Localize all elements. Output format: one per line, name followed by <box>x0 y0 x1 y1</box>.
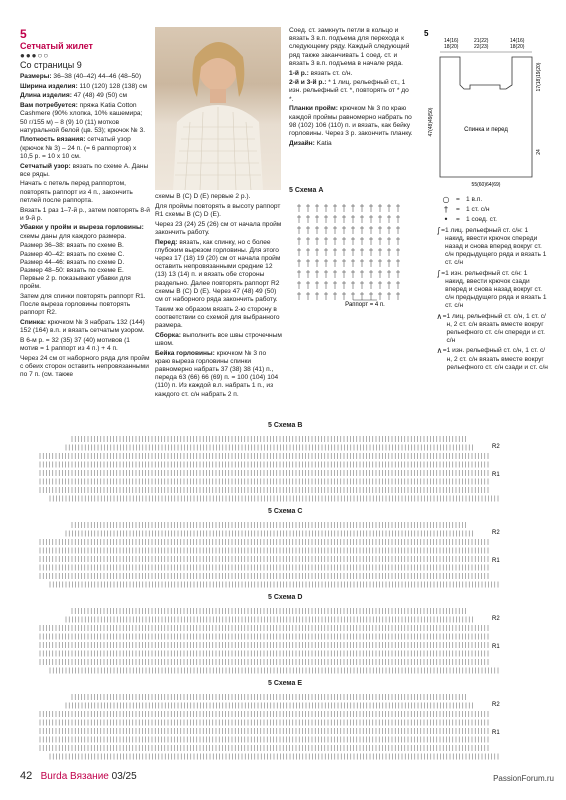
paragraph: Для проймы повторять в высоту раппорт R1 схемы B (C) D (E). <box>155 202 281 218</box>
issue-number: 03/25 <box>111 771 137 782</box>
mesh-text: вязать по схеме A. Даны все ряды. <box>20 162 149 178</box>
placket-text: крючком № 3 по краю каждой проймы равномерно набрать по 98 (102) 106 (110) п. и вязать, как бейку горловины. Через 3 р. закончить планку. <box>289 105 413 137</box>
size-line: Размер 48–50: вязать по схеме E. <box>20 266 124 274</box>
row23-text: * 1 лиц. рельефный ст., 1 изн. рельефный ст. *, повторять от * до *. <box>289 79 409 103</box>
symbol-legend <box>436 196 548 374</box>
instructions-column-1 <box>20 73 150 381</box>
size-line: Размер 36–38: вязать по схеме B. <box>20 242 124 250</box>
placket-label: Планки пройм: <box>289 105 338 113</box>
garment-schematic <box>420 27 546 187</box>
dim-top-right-2: 18(20) <box>510 44 525 50</box>
difficulty-rating: ●●●○○ <box>20 51 50 60</box>
gauge-label: Плотность вязания: <box>20 136 86 144</box>
size-line: Размер 44–46: вязать по схеме D. <box>20 258 125 266</box>
width-text: 110 (120) 128 (138) см <box>77 82 148 90</box>
scheme-a-rapport: Раппорт = 4 п. <box>345 302 385 308</box>
scheme-a-title: 5 Схема А <box>289 187 324 194</box>
rapport-r1-label: R1 <box>492 730 500 736</box>
scheme-chart <box>20 518 546 592</box>
scheme-title: 5 Схема D <box>268 594 303 601</box>
sizes-text: 36–38 (40–42) 44–46 (48–50) <box>51 73 142 80</box>
dim-right-top: 17(18)19(20) <box>536 62 542 92</box>
paragraph: Начать с петель перед раппортом, повторять раппорт из 4 п., закончить петлей после раппорта. <box>20 180 133 204</box>
scheme-title: 5 Схема E <box>268 680 303 687</box>
scheme-chart <box>20 604 546 678</box>
assembly-label: Сборка: <box>155 331 181 339</box>
pattern-number: 5 <box>20 27 27 41</box>
schematic-number: 5 <box>424 29 429 38</box>
dim-top-left-1: 14(16) <box>444 38 459 44</box>
paragraph: схемы B (C) D (E) первые 2 р.). <box>155 193 251 200</box>
neckband-label: Бейка горловины: <box>155 349 215 357</box>
legend-symbol-icon: ∫ <box>436 268 441 278</box>
neckband-text: крючком № 3 по краю выреза горловины спинки равномерно набрать 37 (38) 38 (41) п., переда 63 (66) 66 (69) п. = 100 (104) 104 (110) п. Из каждой в.п. набрать 1 п., из каждого ст. с/н набрать 2 п. <box>155 349 279 398</box>
rapport-r2-label: R2 <box>492 444 500 450</box>
legend-text: 1 ст. с/н <box>466 206 490 214</box>
legend-text: 1 соед. ст. <box>466 216 497 224</box>
mesh-label: Сетчатый узор: <box>20 162 71 170</box>
rapport-r2-label: R2 <box>492 616 500 622</box>
watermark-site: PassionForum.ru <box>493 774 554 783</box>
model-photo-illustration <box>155 27 281 190</box>
row1-label: 1-й р.: <box>289 69 309 77</box>
paragraph: Вязать 1 раз 1–7-й р., затем повторять 8-й и 9-й р. <box>20 206 150 222</box>
legend-symbol-icon: • <box>443 215 449 225</box>
scheme-title: 5 Схема C <box>268 508 303 515</box>
front-label: Перед: <box>155 238 178 246</box>
length-text: 47 (48) 49 (50) см <box>71 92 128 100</box>
scheme-title: 5 Схема B <box>268 422 303 429</box>
page-footer <box>20 770 137 782</box>
source-page: Со страницы 9 <box>20 60 82 70</box>
paragraph: Через 24 см от наборного ряда для пройм с обеих сторон оставить непровязанными по 7 п. (см. также <box>20 355 150 379</box>
legend-item: ○ = 1 в.п. <box>436 196 548 204</box>
pattern-title: Сетчатый жилет <box>20 41 93 51</box>
legend-item: ∧ = 1 изн. рельефный ст. с/н, 1 ст. с/н, 2 ст. с/н вязать вместе вокруг рельефного ст. с/н сзади и ст. с/н <box>436 346 548 371</box>
rapport-r2-label: R2 <box>492 530 500 536</box>
legend-text: 1 изн. рельефный ст. с/н, 1 ст. с/н, 2 ст. с/н вязать вместе вокруг рельефного ст. с/н сзади и ст. с/н <box>446 347 548 371</box>
page-number: 42 <box>20 770 33 782</box>
legend-symbol-icon: ∫ <box>436 225 441 235</box>
width-label: Ширина изделия: <box>20 82 78 90</box>
front-text: вязать, как спинку, но с более глубоким вырезом горловины. Для этого через 17 (18) 19 (20) см от начала пройм оставить непровязанными средние 12 (13) 13 (14) п. и вязать обе стороны раздельно. Далее повторять раппорт R2 схемы B (C) D (E). Через 47 (48) 49 (50) см от наборного ряда закончить работу. <box>155 238 281 303</box>
scheme-chart <box>20 690 546 764</box>
magazine-name: Burda Вязание <box>40 771 109 782</box>
legend-item: • = 1 соед. ст. <box>436 216 548 224</box>
dim-top-mid-1: 21(22) <box>474 38 489 44</box>
decreases-label: Убавки у пройм и выреза горловины: <box>20 224 144 232</box>
back-label: Спинка: <box>20 319 46 327</box>
legend-symbol-icon: ○ <box>442 195 450 204</box>
schematic-center-label: Спинка и перед <box>464 127 508 133</box>
garment-outline <box>440 57 532 177</box>
materials-label: Вам потребуется: <box>20 102 78 110</box>
dim-bottom: 55(60)64(69) <box>471 182 501 187</box>
paragraph: В 6-м р. = 32 (35) 37 (40) мотивов (1 мотив = 1 раппорт из 4 п.) + 4 п. <box>20 337 130 353</box>
rapport-r1-label: R1 <box>492 644 500 650</box>
dim-top-left-2: 18(20) <box>444 44 459 50</box>
decreases-text: схемы даны для каждого размера. <box>20 232 127 240</box>
design-label: Дизайн: <box>289 139 315 147</box>
size-line: Размер 40–42: вязать по схеме C. <box>20 250 125 258</box>
legend-symbol-icon: ∧ <box>436 346 443 356</box>
gauge-text: сетчатый узор (крючок № 3) – 24 п. (= 6 раппортов) x 10,5 р. = 10 x 10 см. <box>20 136 137 160</box>
legend-item: † = 1 ст. с/н <box>436 206 548 214</box>
pattern-header <box>20 27 93 70</box>
legend-text: 1 изн. рельефный ст. с/н: 1 накид, ввести крючок сзади вперед и снова назад вокруг ст. с/н предыдущего ряда и вязать 1 ст. с/н <box>445 269 547 310</box>
legend-text: 1 лиц. рельефный ст. с/н, 1 ст. с/н, 2 ст. с/н вязать вместе вокруг рельефного ст. с/н спереди и ст. с/н <box>446 312 546 345</box>
legend-item: ∧ = 1 лиц. рельефный ст. с/н, 1 ст. с/н, 2 ст. с/н вязать вместе вокруг рельефного ст. с/н спереди и ст. с/н <box>436 313 548 346</box>
legend-text: 1 лиц. рельефный ст. с/н: 1 накид, ввести крючок спереди назад и снова вперед вокруг ст. с/н предыдущего ряда и вязать 1 ст. с/н <box>445 226 547 267</box>
paragraph: Через 23 (24) 25 (26) см от начала пройм закончить работу. <box>155 220 282 236</box>
paragraph: Таким же образом вязать 2-ю сторону в соответствии со схемой для выбранного размера. <box>155 305 280 330</box>
assembly-text: выполнить все швы строчечным швом. <box>155 331 282 347</box>
paragraph: Первые 2 р. показывают убавки для пройм. <box>20 275 131 291</box>
paragraph: Соед. ст. замкнуть петли в кольцо и вязать 3 в.п. подъема для перехода к следующему ряду. Каждый следующий ряд также заканчивать 1 соед. ст. и вязать 3 в.п. подъема в начале ряда. <box>289 27 410 67</box>
legend-item: ∫ = 1 изн. рельефный ст. с/н: 1 накид, ввести крючок сзади вперед и снова назад вокруг ст. с/н предыдущего ряда и вязать 1 ст. с/н <box>436 268 547 310</box>
design-text: Katia <box>314 139 332 147</box>
dim-top-mid-2: 22(23) <box>474 44 489 50</box>
rapport-r1-label: R1 <box>492 472 500 478</box>
dim-left-side: 47(48)49(50) <box>428 107 434 137</box>
rapport-r2-label: R2 <box>492 702 500 708</box>
legend-symbol-icon: ∧ <box>436 311 443 321</box>
instructions-column-2 <box>155 193 283 400</box>
sizes-label: Размеры: <box>20 73 52 80</box>
scheme-chart <box>20 432 546 506</box>
instructions-column-3 <box>289 27 414 149</box>
scheme-a-chart <box>291 196 431 308</box>
row23-label: 2-й и 3-й р.: <box>289 79 327 87</box>
legend-item: ∫ = 1 лиц. рельефный ст. с/н: 1 накид, ввести крючок спереди назад и снова вперед вокруг ст. с/н предыдущего ряда и вязать 1 ст. с/н <box>436 225 547 267</box>
legend-text: 1 в.п. <box>466 196 483 203</box>
dim-right-bottom: 24 <box>536 149 542 155</box>
legend-symbol-icon: † <box>444 205 448 215</box>
row1-text: вязать ст. с/н. <box>308 69 353 77</box>
rapport-r1-label: R1 <box>492 558 500 564</box>
paragraph: Затем для спинки повторять раппорт R1. После выреза горловины повторять раппорт R2. <box>20 293 146 317</box>
length-label: Длина изделия: <box>20 92 72 100</box>
model-photo <box>155 27 281 190</box>
back-text: крючком № 3 набрать 132 (144) 152 (164) в.п. и вязать сетчатым узором. <box>20 319 145 335</box>
materials-text: пряжа Katia Cotton Cashmere (90% хлопка, 10% кашемира; 50 г/155 м) – 8 (9) 10 (11) мотков натуральной белой (цв. 53); крючок № 3. <box>20 102 146 134</box>
dim-top-right-1: 14(16) <box>510 38 525 44</box>
